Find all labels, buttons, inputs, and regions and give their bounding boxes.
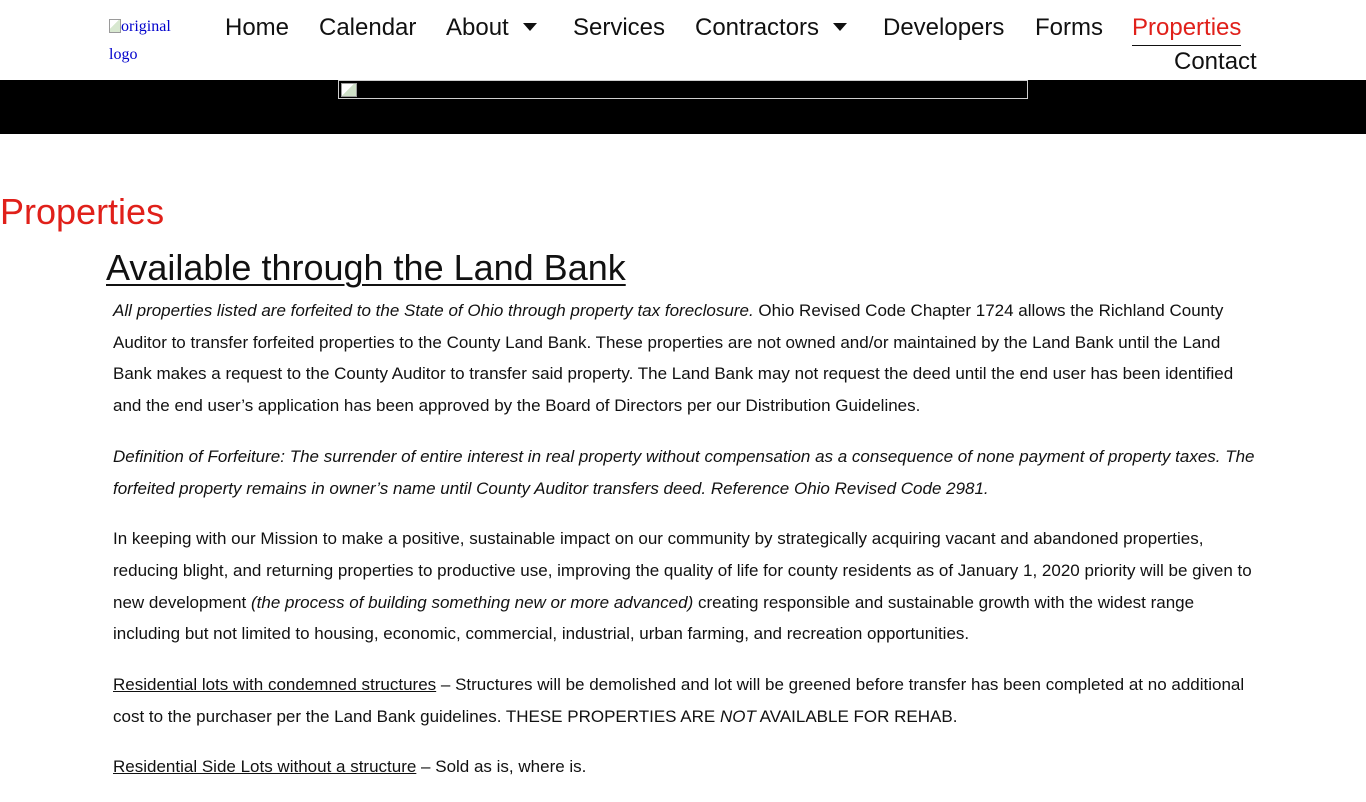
site-header [0,0,1366,80]
nav-home-label: Home [225,14,290,41]
nav-contractors[interactable] [695,13,847,43]
paragraph-mission [113,523,1258,650]
paragraph-condemned-text-a: – Structures will be demolished and lot will be greened before transfer has been completed at no additional cost to the purchaser per the Land Bank guidelines. THESE PROPERTIES ARE [113,675,1245,726]
paragraph-condemned-text-b: AVAILABLE FOR REHAB. [755,706,958,726]
logo-alt-text: original logo [109,18,171,63]
nav-calendar-label: Calendar [319,14,417,41]
nav-about[interactable] [446,13,537,43]
broken-image-icon [109,19,121,33]
paragraph-side-lots [113,751,1258,783]
caret-down-icon[interactable] [833,23,847,31]
section-title: Available through the Land Bank [106,247,626,288]
side-lots-link[interactable]: Residential Side Lots without a structure [113,757,417,777]
nav-services[interactable] [573,13,665,43]
broken-image-icon [341,83,357,97]
nav-properties-label: Properties [1132,14,1242,41]
banner-image [338,80,1028,99]
hero-banner [0,80,1366,134]
active-underline [1132,45,1241,46]
nav-developers-label: Developers [883,14,1005,41]
paragraph-mission-text-b: creating responsible and sustainable growth with the widest range including but not limited to housing, economic, commercial, industrial, urban farming, and recreation opportunities. [113,592,1195,644]
caret-down-icon[interactable] [523,23,537,31]
paragraph-definition-text: Definition of Forfeiture: The surrender of entire interest in real property without compensation as a consequence of none payment of property taxes. The forfeited property remains in owner’s name until County Auditor transfers deed. Reference Ohio Revised Code 2981. [113,446,1255,498]
nav-services-label: Services [573,14,666,41]
nav-developers[interactable] [883,13,1004,43]
nav-contact[interactable] [1174,47,1257,77]
nav-forms-label: Forms [1035,14,1103,41]
nav-contact-label: Contact [1174,48,1257,75]
paragraph-mission-emphasis: (the process of building something new or more advanced) [250,592,694,612]
nav-calendar[interactable] [319,13,416,43]
paragraph-side-lots-text: – Sold as is, where is. [416,757,587,777]
paragraph-forfeited [113,295,1258,422]
paragraph-definition [113,441,1258,504]
page-title: Properties [0,191,165,232]
paragraph-forfeited-emphasis: All properties listed are forfeited to the State of Ohio through property tax foreclosure. [113,301,754,320]
paragraph-condemned [113,669,1258,732]
paragraph-condemned-emphasis: NOT [719,706,756,726]
nav-about-label: About [446,14,509,41]
paragraph-forfeited-text: Ohio Revised Code Chapter 1724 allows the Richland County Auditor to transfer forfeited properties to the County Land Bank. These properties are not owned and/or maintained by the Land Bank until the Land Bank makes a request to the County Auditor to transfer said property. The Land Bank may not request the deed until the end user has been identified and the end user’s application has been approved by the Board of Directors per our Distribution Guidelines. [113,301,1234,416]
nav-home[interactable] [225,13,289,43]
nav-properties[interactable] [1132,13,1241,43]
paragraph-mission-text-a: In keeping with our Mission to make a positive, sustainable impact on our community by strategically acquiring vacant and abandoned properties, reducing blight, and returning properties to productive use, improving the quality of life for county residents as of January 1, 2020 priority will be given to new development [113,529,1252,612]
nav-contractors-label: Contractors [695,14,820,41]
condemned-lots-link[interactable]: Residential lots with condemned structures [113,675,437,695]
page-content [113,295,1258,802]
nav-forms[interactable] [1035,13,1103,43]
site-logo[interactable] [109,13,199,67]
